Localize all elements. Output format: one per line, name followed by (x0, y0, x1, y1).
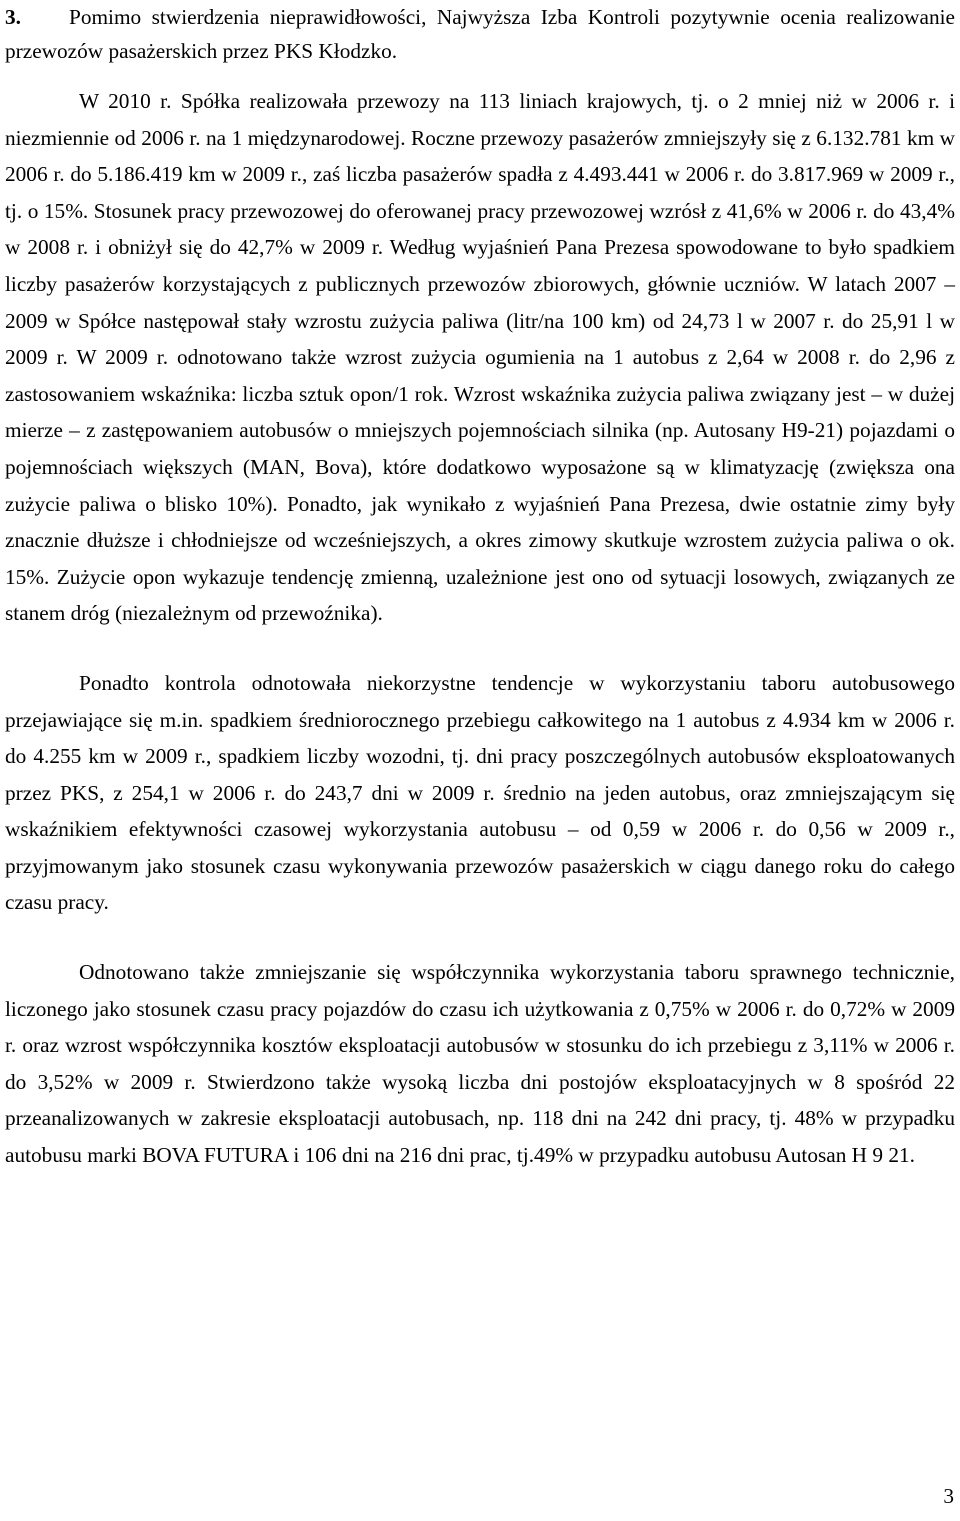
document-page (5, 0, 955, 1174)
paragraph-3: Odnotowano także zmniejszanie się współczynnika wykorzystania taboru sprawnego technicznie, liczonego jako stosunek czasu pracy pojazdów do czasu ich użytkowania z 0,75% w 2006 r. do 0,72% w 2009 r. oraz wzrost współczynnika kosztów eksploatacji autobusów w stosunku do ich przebiegu z 3,11% w 2006 r. do 3,52% w 2009 r. Stwierdzono także wysoką liczba dni postojów eksploatacyjnych w 8 spośród 22 przeanalizowanych w zakresie eksploatacji autobusach, np. 118 dni na 242 dni pracy, tj. 48% w przypadku autobusu marki BOVA FUTURA i 106 dni na 216 dni prac, tj.49% w przypadku autobusu Autosan H 9 21. (5, 960, 955, 1168)
page-number: 3 (943, 1484, 954, 1508)
section-title: Pomimo stwierdzenia nieprawidłowości, Najwyższa Izba Kontroli pozytywnie ocenia realizowanie przewozów pasażerskich przez PKS Kłodzko. (5, 5, 955, 63)
paragraph-2: Ponadto kontrola odnotowała niekorzystne tendencje w wykorzystaniu taboru autobusowego przejawiające się m.in. spadkiem średniorocznego przebiegu całkowitego na 1 autobus z 4.934 km w 2006 r. do 4.255 km w 2009 r., spadkiem liczby wozodni, tj. dni pracy poszczególnych autobusów eksploatowanych przez PKS, z 254,1 w 2006 r. do 243,7 dni w 2009 r. średnio na jeden autobus, oraz zmniejszającym się wskaźnikiem efektywności czasowej wykorzystania autobusu – od 0,59 w 2006 r. do 0,56 w 2009 r., przyjmowanym jako stosunek czasu wykonywania przewozów pasażerskich w ciągu danego roku do całego czasu pracy. (5, 670, 955, 915)
paragraph-1: W 2010 r. Spółka realizowała przewozy na 113 liniach krajowych, tj. o 2 mniej niż w 2006 r. i niezmiennie od 2006 r. na 1 międzynarodowej. Roczne przewozy pasażerów zmniejszyły się z 6.132.781 km w 2006 r. do 5.186.419 km w 2009 r., zaś liczba pasażerów spadła z 4.493.441 w 2006 r. do 3.817.969 w 2009 r., tj. o 15%. Stosunek pracy przewozowej do oferowanej pracy przewozowej wzrósł z 41,6% w 2006 r. do 43,4% w 2008 r. i obniżył się do 42,7% w 2009 r. Według wyjaśnień Pana Prezesa spowodowane to było spadkiem liczby pasażerów korzystających z publicznych przewozów zbiorowych, głównie uczniów. W latach 2007 – 2009 w Spółce następował stały wzrostu zużycia paliwa (litr/na 100 km) od 24,73 l w 2007 r. do 25,91 l w 2009 r. W 2009 r. odnotowano także wzrost zużycia ogumienia na 1 autobus z 2,64 w 2008 r. do 2,96 z zastosowaniem wskaźnika: liczba sztuk opon/1 rok. Wzrost wskaźnika zużycia paliwa związany jest – w dużej mierze – z zastępowaniem autobusów o mniejszych pojemnościach silnika (np. Autosany H9-21) pojazdami o pojemnościach większych (MAN, Bova), które dodatkowo wyposażone są w klimatyzację (zwiększa ona zużycie paliwa o blisko 10%). Ponadto, jak wynikało z wyjaśnień Pana Prezesa, dwie ostatnie zimy były znacznie dłuższe i chłodniejsze od wcześniejszych, a okres zimowy skutkuje wzrostem zużycia paliwa o ok. 15%. Zużycie opon wykazuje tendencję zmienną, uzależnione jest ono od sytuacji losowych, związanych ze stanem dróg (niezależnym od przewoźnika). (5, 89, 955, 626)
section-heading (5, 0, 955, 68)
section-number: 3. (5, 5, 21, 29)
